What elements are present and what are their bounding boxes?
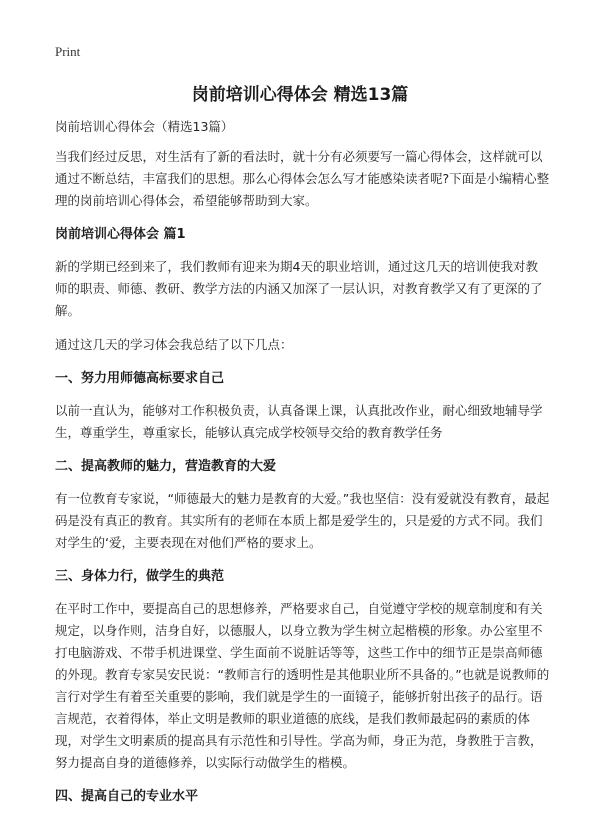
point-1-heading: 一、努力用师德高标要求自己 [55, 371, 225, 386]
print-link[interactable]: Print [55, 44, 81, 59]
article-subtitle: 岗前培训心得体会（精选13篇） [55, 119, 234, 134]
paragraph-2: 通过这几天的学习体会我总结了以下几点： [55, 337, 293, 352]
point-3-heading: 三、身体力行，做学生的典范 [55, 569, 225, 584]
page-title: 岗前培训心得体会 精选13篇 [191, 85, 409, 105]
article-body [55, 116, 550, 818]
paragraph-1: 新的学期已经到来了，我们教师有迎来为期4天的职业培训，通过这几天的培训使我对教师的职责、师德、教研、教学方法的内涵又加深了一层认识，对教育教学又有了更深的了解。 [55, 259, 543, 318]
intro-paragraph: 当我们经过反思，对生活有了新的看法时，就十分有必须要写一篇心得体会，这样就可以通过不断总结，丰富我们的思想。那么心得体会怎么写才能感染读者呢?下面是小编精心整理的岗前培训心得体会，希望能够帮助到大家。 [55, 149, 550, 208]
section-heading: 岗前培训心得体会 篇1 [55, 227, 186, 242]
point-1-text: 以前一直认为，能够对工作积极负责，认真备课上课，认真批改作业，耐心细致地辅导学生，尊重学生，尊重家长，能够认真完成学校领导交给的教育教学任务 [55, 403, 543, 440]
point-4-heading: 四、提高自己的专业水平 [55, 789, 199, 804]
point-2-heading: 二、提高教师的魅力，营造教育的大爱 [55, 459, 277, 474]
point-3-text: 在平时工作中，要提高自己的思想修养，严格要求自己，自觉遵守学校的规章制度和有关规定，以身作则，洁身自好，以德服人，以身立教为学生树立起楷模的形象。办公室里不打电脑游戏、不带手机进课堂、学生面前不说脏话等等，这些工作中的细节正是崇高师德的外现。教育专家吴安民说：“教师言行的透明性是其他职业所不具备的。”也就是说教师的言行对学生有着至关重要的影响，我们就是学生的一面镜子，能够折射出孩子的品行。语言规范，衣着得体，举止文明是教师的职业道德的底线，是我们教师最起码的素质的体现，对学生文明素质的提高具有示范性和引导性。学高为师，身正为范，身教胜于言教，努力提高自身的道德修养，以实际行动做学生的楷模。 [55, 601, 550, 770]
point-2-text: 有一位教育专家说，“师德最大的魅力是教育的大爱。”我也坚信：没有爱就没有教育，最起码是没有真正的教育。其实所有的老师在本质上都是爱学生的，只是爱的方式不同。我们对学生的‘爱，主要表现在对他们严格的要求上。 [55, 491, 550, 550]
